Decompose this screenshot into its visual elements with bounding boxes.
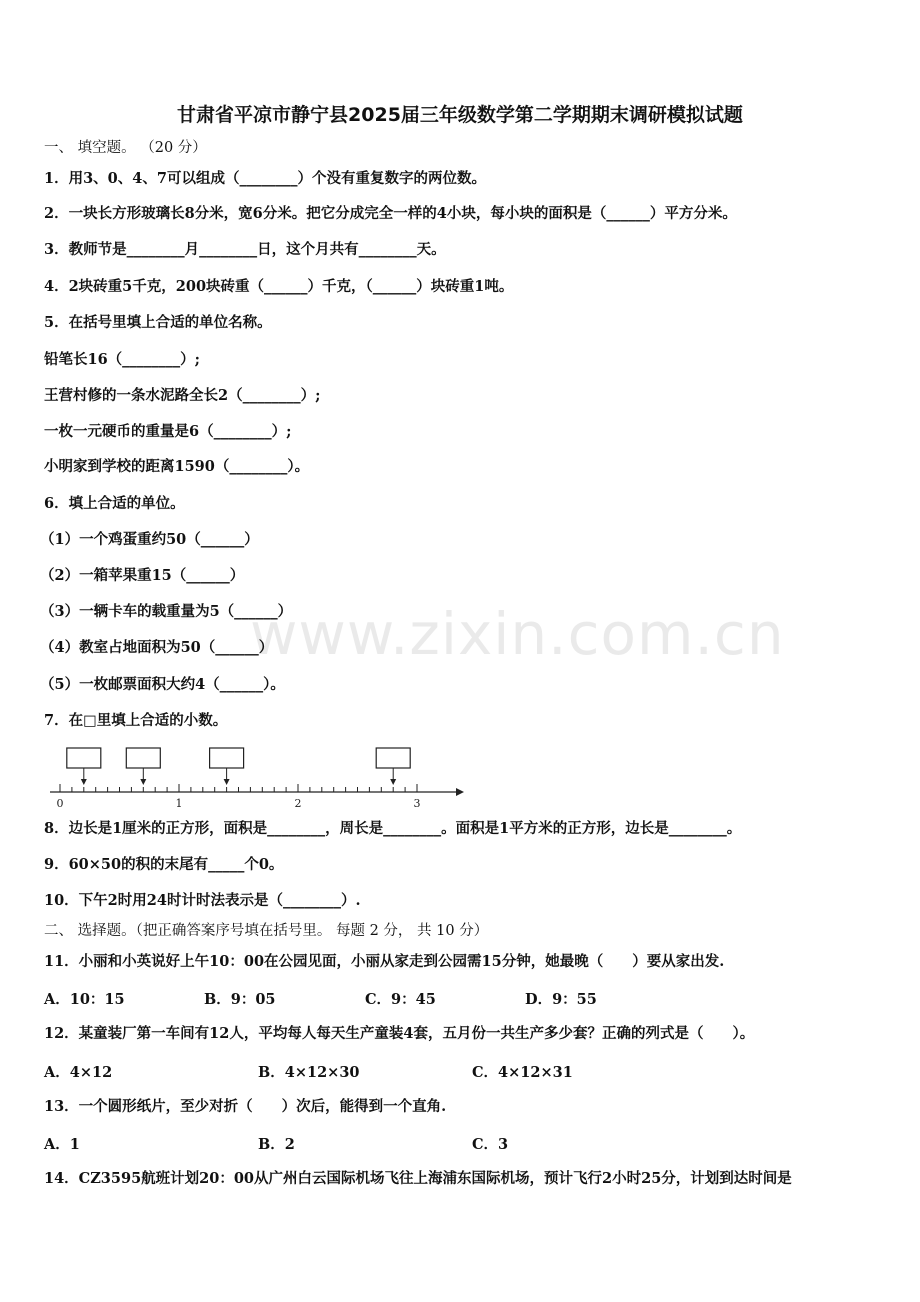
question-11-option-d: D．9：55 — [525, 991, 597, 1008]
question-12-option-c: C．4×12×31 — [472, 1064, 573, 1081]
answer-box-rect[interactable] — [210, 748, 244, 768]
tick-label: 2 — [294, 797, 302, 810]
question-12-stem: 12．某童装厂第一车间有12人，平均每人每天生产童装4套，五月份一共生产多少套？正确的列式是（ ）。 — [44, 1025, 755, 1042]
answer-box[interactable] — [376, 748, 410, 785]
question-11-option-b: B．9：05 — [204, 991, 276, 1008]
page-title: 甘肃省平凉市静宁县2025届三年级数学第二学期期末调研模拟试题 — [177, 104, 743, 126]
answer-box[interactable] — [67, 748, 101, 785]
section-1-heading: 一、 填空题。 （20 分） — [44, 140, 207, 156]
question-8: 8．边长是1厘米的正方形，面积是________，周长是________。面积是1平方米的正方形，边长是________。 — [44, 820, 742, 837]
pointer-arrow — [140, 779, 146, 785]
number-line-ticks — [60, 784, 417, 792]
question-5-a: 铅笔长16（________）; — [44, 351, 201, 368]
question-13-option-b: B．2 — [258, 1136, 295, 1153]
tick-label: 1 — [175, 797, 183, 810]
question-5-stem: 5．在括号里填上合适的单位名称。 — [44, 314, 272, 331]
question-4: 4．2块砖重5千克，200块砖重（______）千克，（______）块砖重1吨。 — [44, 278, 514, 295]
answer-box[interactable] — [210, 748, 244, 785]
question-6-item-5: （5）一枚邮票面积大约4（______）。 — [40, 676, 285, 693]
question-13-option-c: C．3 — [472, 1136, 509, 1153]
question-11-option-c: C．9：45 — [365, 991, 436, 1008]
number-line-arrow — [456, 788, 464, 796]
question-6-item-3: （3）一辆卡车的载重量为5（______） — [40, 603, 293, 620]
question-12-option-a: A．4×12 — [44, 1064, 113, 1081]
number-line-figure — [44, 742, 474, 810]
question-6-item-1: （1）一个鸡蛋重约50（______） — [40, 531, 259, 548]
question-11-option-a: A．10：15 — [44, 991, 125, 1008]
watermark: www.zixin.com.cn — [250, 600, 785, 668]
question-2: 2．一块长方形玻璃长8分米，宽6分米。把它分成完全一样的4小块，每小块的面积是（______）平方分米。 — [44, 205, 737, 222]
question-6-stem: 6．填上合适的单位。 — [44, 495, 185, 512]
number-line-labels — [57, 797, 421, 810]
question-7-stem: 7．在□里填上合适的小数。 — [44, 712, 228, 729]
question-12-option-b: B．4×12×30 — [258, 1064, 360, 1081]
question-9: 9．60×50的积的末尾有_____个0。 — [44, 856, 284, 873]
pointer-arrow — [390, 779, 396, 785]
question-11-stem: 11．小丽和小英说好上午10：00在公园见面，小丽从家走到公园需15分钟，她最晚（ ）要从家出发. — [44, 953, 725, 970]
tick-label: 3 — [413, 797, 421, 810]
answer-box-rect[interactable] — [376, 748, 410, 768]
section-2-heading: 二、 选择题。（把正确答案序号填在括号里。 每题 2 分， 共 10 分） — [44, 923, 489, 939]
question-13-stem: 13．一个圆形纸片，至少对折（ ）次后，能得到一个直角. — [44, 1098, 447, 1115]
answer-boxes — [67, 748, 410, 785]
pointer-arrow — [224, 779, 230, 785]
answer-box-rect[interactable] — [126, 748, 160, 768]
question-14: 14．CZ3595航班计划20：00从广州白云国际机场飞往上海浦东国际机场，预计飞行2小时25分，计划到达时间是 — [44, 1170, 792, 1187]
question-10: 10．下午2时用24时计时法表示是（________）. — [44, 892, 361, 909]
question-6-item-2: （2）一箱苹果重15（______） — [40, 567, 245, 584]
answer-box[interactable] — [126, 748, 160, 785]
question-6-item-4: （4）教室占地面积为50（______） — [40, 639, 274, 656]
answer-box-rect[interactable] — [67, 748, 101, 768]
question-5-b: 王营村修的一条水泥路全长2（________）; — [44, 387, 321, 404]
question-1: 1．用3、0、4、7可以组成（________）个没有重复数字的两位数。 — [44, 170, 486, 187]
question-13-option-a: A．1 — [44, 1136, 80, 1153]
pointer-arrow — [81, 779, 87, 785]
question-5-c: 一枚一元硬币的重量是6（________）; — [44, 423, 292, 440]
question-3: 3．教师节是________月________日，这个月共有________天。 — [44, 241, 446, 258]
tick-label: 0 — [56, 797, 64, 810]
question-5-d: 小明家到学校的距离1590（________）。 — [44, 458, 310, 475]
